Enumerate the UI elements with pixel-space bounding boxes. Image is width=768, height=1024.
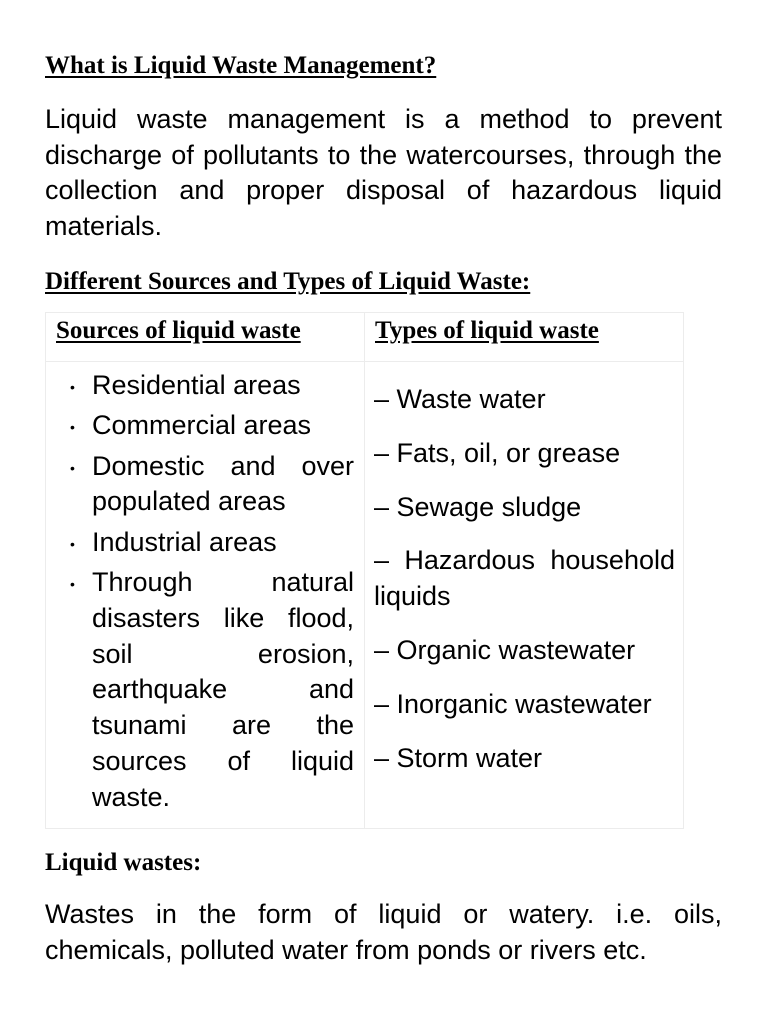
bullet-icon: • xyxy=(70,459,75,476)
sources-types-table xyxy=(45,312,684,829)
list-item-text: Through natural disasters like flood, soil erosion, earthquake and tsunami are the sources of liquid waste. xyxy=(92,566,354,812)
bullet-icon: • xyxy=(70,379,75,395)
type-item: – Storm water xyxy=(374,742,543,773)
list-item xyxy=(56,525,354,561)
bullet-icon: • xyxy=(70,575,75,592)
table-header-row xyxy=(46,313,684,362)
sources-list xyxy=(56,368,354,816)
type-item: – Inorganic wastewater xyxy=(374,688,652,719)
closing-paragraph: Wastes in the form of liquid or watery. i.e. oils, chemicals, polluted water from ponds or rivers etc. xyxy=(45,899,722,965)
document-page xyxy=(45,50,722,968)
intro-paragraph: Liquid waste management is a method to prevent discharge of pollutants to the watercourses, through the collection and proper disposal of hazardous liquid materials. xyxy=(45,104,722,241)
type-item: – Hazardous household liquids xyxy=(374,545,675,612)
heading-liquid-wastes: Liquid wastes: xyxy=(45,849,202,877)
header-types: Types of liquid waste xyxy=(365,313,684,362)
heading-sources-and-types: Different Sources and Types of Liquid Waste: xyxy=(45,268,531,295)
list-item-text: Commercial areas xyxy=(92,410,312,441)
heading-what-is-liquid-waste-management: What is Liquid Waste Management? xyxy=(45,52,437,79)
bullet-icon: • xyxy=(70,419,75,436)
list-item xyxy=(56,565,354,816)
list-item-text: Residential areas xyxy=(92,370,301,400)
types-cell xyxy=(365,362,684,829)
list-item xyxy=(56,368,354,404)
list-item-text: Domestic and over populated areas xyxy=(92,450,354,517)
type-item: – Waste water xyxy=(374,384,546,414)
table-row xyxy=(46,362,684,829)
type-item: – Organic wastewater xyxy=(374,634,636,665)
sources-cell xyxy=(46,362,365,829)
list-item xyxy=(56,449,354,521)
list-item xyxy=(56,408,354,444)
header-sources: Sources of liquid waste xyxy=(46,313,365,362)
type-item: – Fats, oil, or grease xyxy=(374,437,621,468)
bullet-icon: • xyxy=(70,535,75,552)
list-item-text: Industrial areas xyxy=(92,526,277,557)
type-item: – Sewage sludge xyxy=(374,491,582,522)
